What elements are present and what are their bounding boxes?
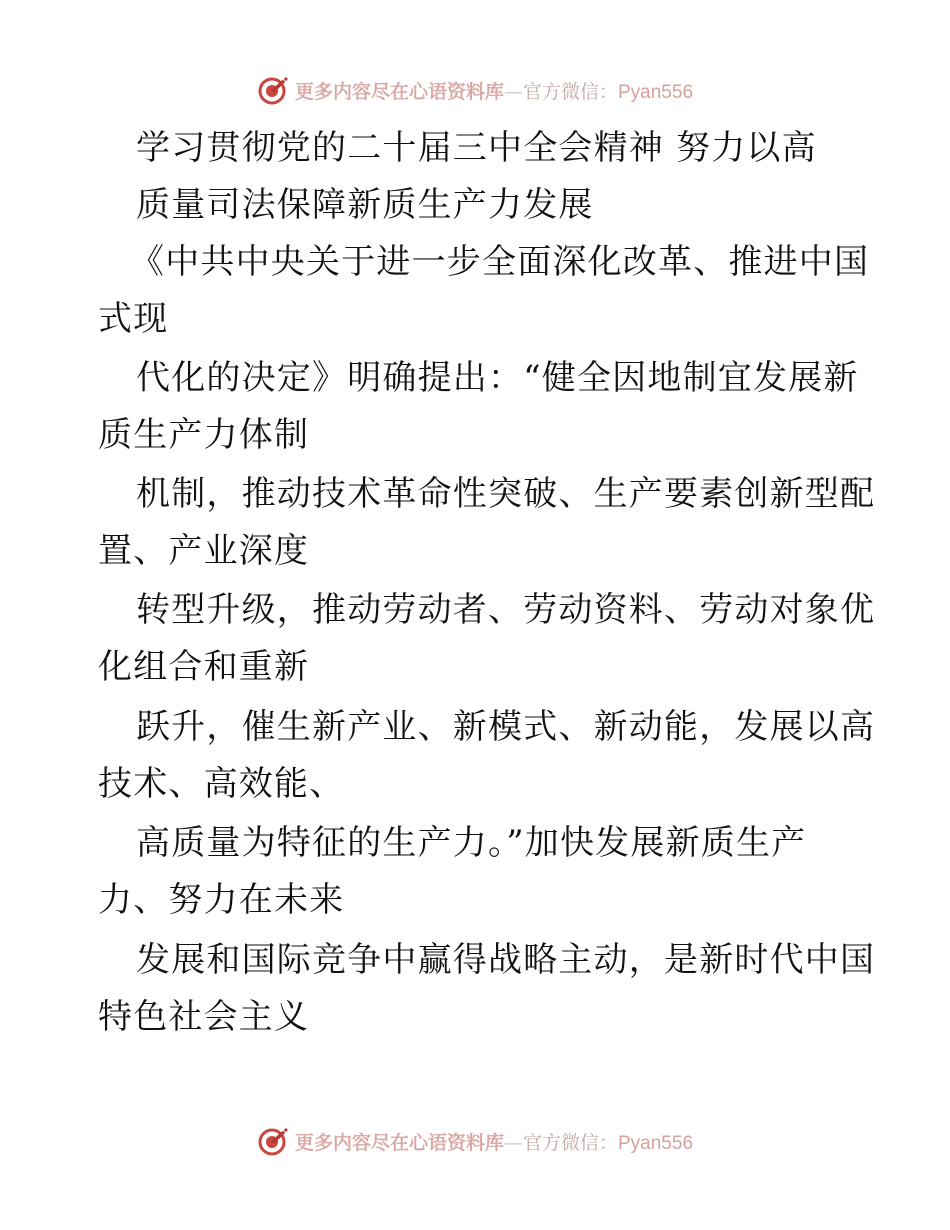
header-watermark: [0, 70, 950, 110]
text-line: 学习贯彻党的二十届三中全会精神 努力以高: [136, 128, 817, 168]
text-line: 代化的决定》明确提出：“健全因地制宜发展新: [136, 358, 859, 398]
footer-watermark: [0, 1121, 950, 1161]
watermark-separator: —: [503, 80, 523, 103]
text-line: 跃升，催生新产业、新模式、新动能，发展以高: [136, 707, 876, 747]
text-line: 发展和国际竞争中赢得战略主动，是新时代中国: [136, 940, 876, 980]
text-line: 《中共中央关于进一步全面深化改革、推进中国: [130, 242, 870, 282]
text-line: 质量司法保障新质生产力发展: [136, 185, 594, 225]
watermark-main: 更多内容尽在心语资料库: [294, 80, 504, 103]
text-line: 式现: [98, 299, 169, 339]
text-line: 转型升级，推动劳动者、劳动资料、劳动对象优: [136, 590, 876, 630]
text-line: 机制，推动技术革命性突破、生产要素创新型配: [136, 474, 876, 514]
watermark-main: 更多内容尽在心语资料库: [294, 1131, 504, 1154]
watermark-tail: 官方微信：: [522, 80, 618, 103]
pen-logo-icon: [257, 1125, 289, 1157]
watermark-text: [295, 1128, 693, 1155]
text-line: 置、产业深度: [98, 531, 310, 571]
watermark-separator: —: [503, 1131, 523, 1154]
text-line: 化组合和重新: [98, 647, 310, 687]
text-line: 力、努力在未来: [98, 880, 345, 920]
watermark-id: Pyan556: [618, 1132, 694, 1154]
pen-logo-icon: [257, 74, 289, 106]
watermark-text: [295, 77, 693, 104]
text-line: 技术、高效能、: [98, 764, 345, 804]
text-line: 质生产力体制: [98, 415, 310, 455]
text-line: 高质量为特征的生产力。”加快发展新质生产: [136, 823, 807, 863]
watermark-tail: 官方微信：: [522, 1131, 618, 1154]
watermark-id: Pyan556: [618, 81, 694, 103]
text-line: 特色社会主义: [98, 997, 310, 1037]
